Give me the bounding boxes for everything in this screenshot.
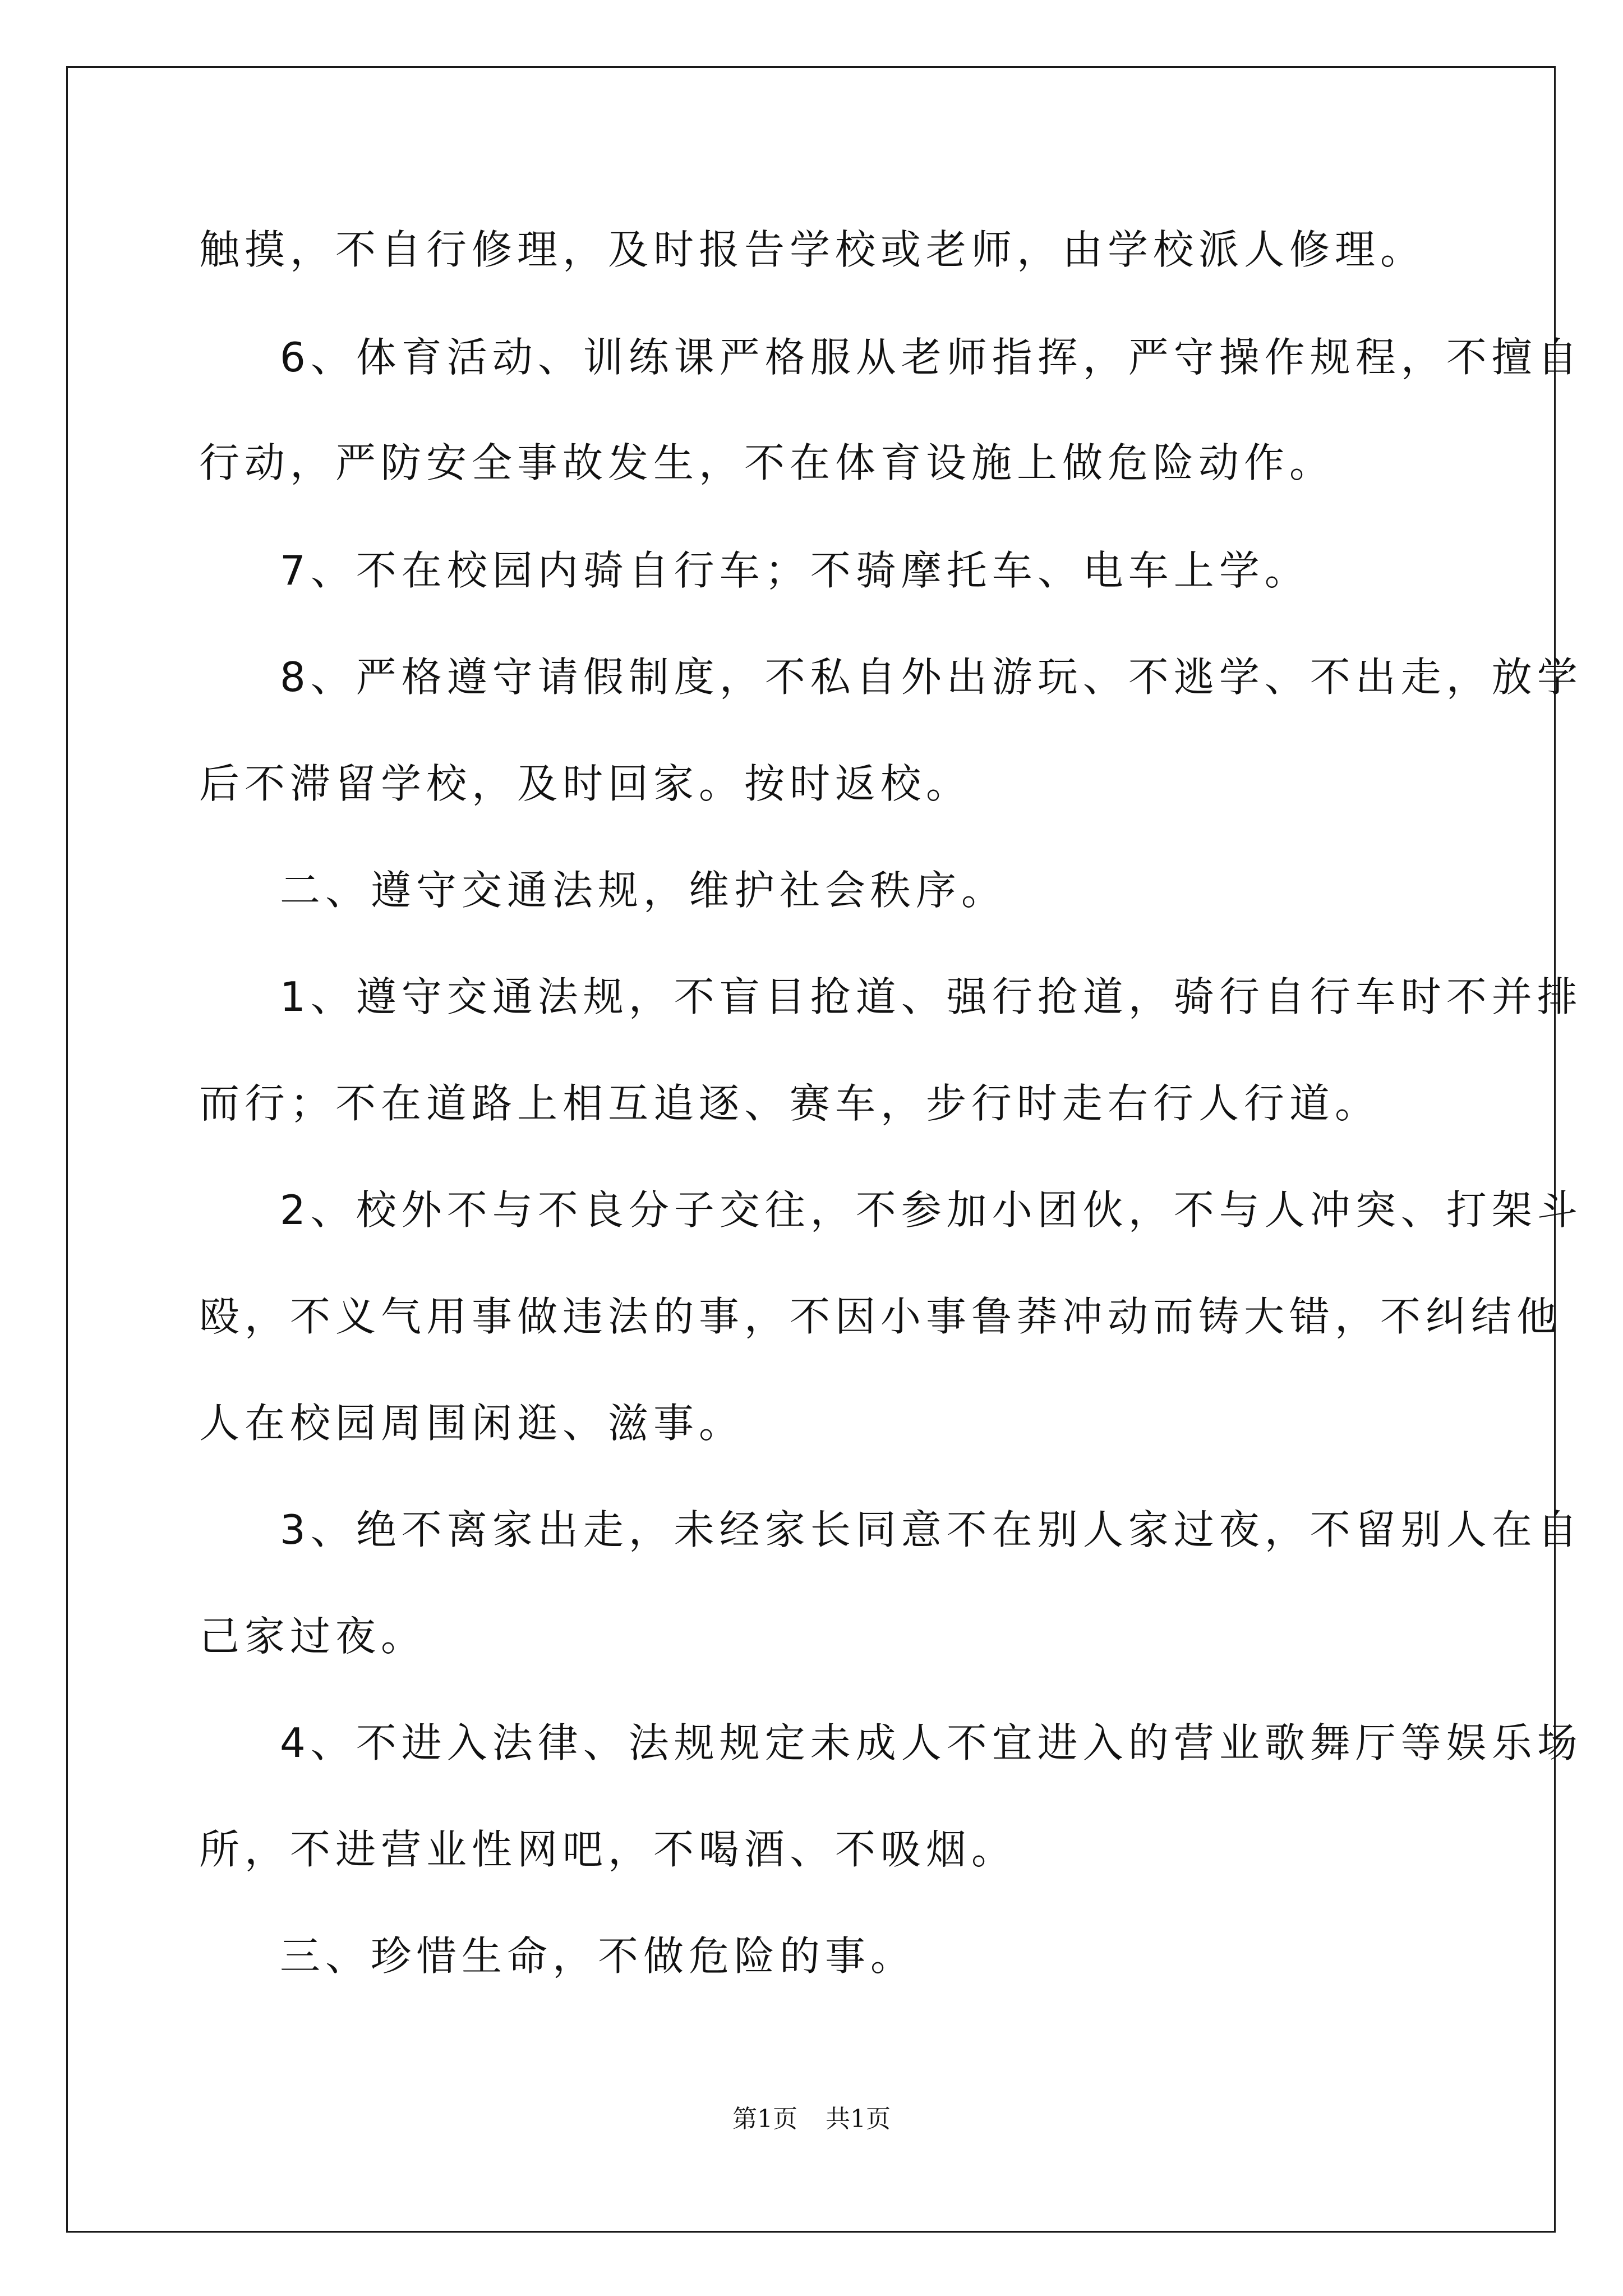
text-line: 所，不进营业性网吧，不喝酒、不吸烟。 [199, 1826, 1017, 1873]
text-line: 8、严格遵守请假制度，不私自外出游玩、不逃学、不出走，放学 [280, 654, 1583, 701]
page-footer [0, 2102, 1623, 2136]
text-line: 2、校外不与不良分子交往，不参加小团伙，不与人冲突、打架斗 [280, 1186, 1583, 1234]
text-line: 己家过夜。 [199, 1613, 427, 1660]
text-line: 后不滞留学校，及时回家。按时返校。 [199, 760, 972, 807]
text-line: 触摸，不自行修理，及时报告学校或老师，由学校派人修理。 [199, 226, 1426, 273]
page-total: 共1页 [826, 2105, 891, 2133]
text-line: 而行；不在道路上相互追逐、赛车，步行时走右行人行道。 [199, 1080, 1381, 1127]
text-line: 4、不进入法律、法规规定未成人不宜进入的营业歌舞厅等娱乐场 [280, 1719, 1583, 1766]
section-heading: 二、遵守交通法规，维护社会秩序。 [280, 867, 1007, 914]
text-line: 3、绝不离家出走，未经家长同意不在别人家过夜，不留别人在自 [280, 1506, 1583, 1553]
text-line: 人在校园周围闲逛、滋事。 [199, 1400, 745, 1447]
text-line: 殴，不义气用事做违法的事，不因小事鲁莽冲动而铸大错，不纠结他 [199, 1293, 1562, 1340]
text-line: 行动，严防安全事故发生，不在体育设施上做危险动作。 [199, 439, 1335, 486]
page-border [66, 66, 1556, 2233]
section-heading: 三、珍惜生命，不做危险的事。 [280, 1932, 916, 1980]
page-number: 第1页 [732, 2105, 797, 2133]
text-line: 6、体育活动、训练课严格服从老师指挥，严守操作规程，不擅自 [280, 334, 1583, 381]
text-line: 7、不在校园内骑自行车；不骑摩托车、电车上学。 [280, 547, 1310, 594]
text-line: 1、遵守交通法规，不盲目抢道、强行抢道，骑行自行车时不并排 [280, 973, 1583, 1020]
